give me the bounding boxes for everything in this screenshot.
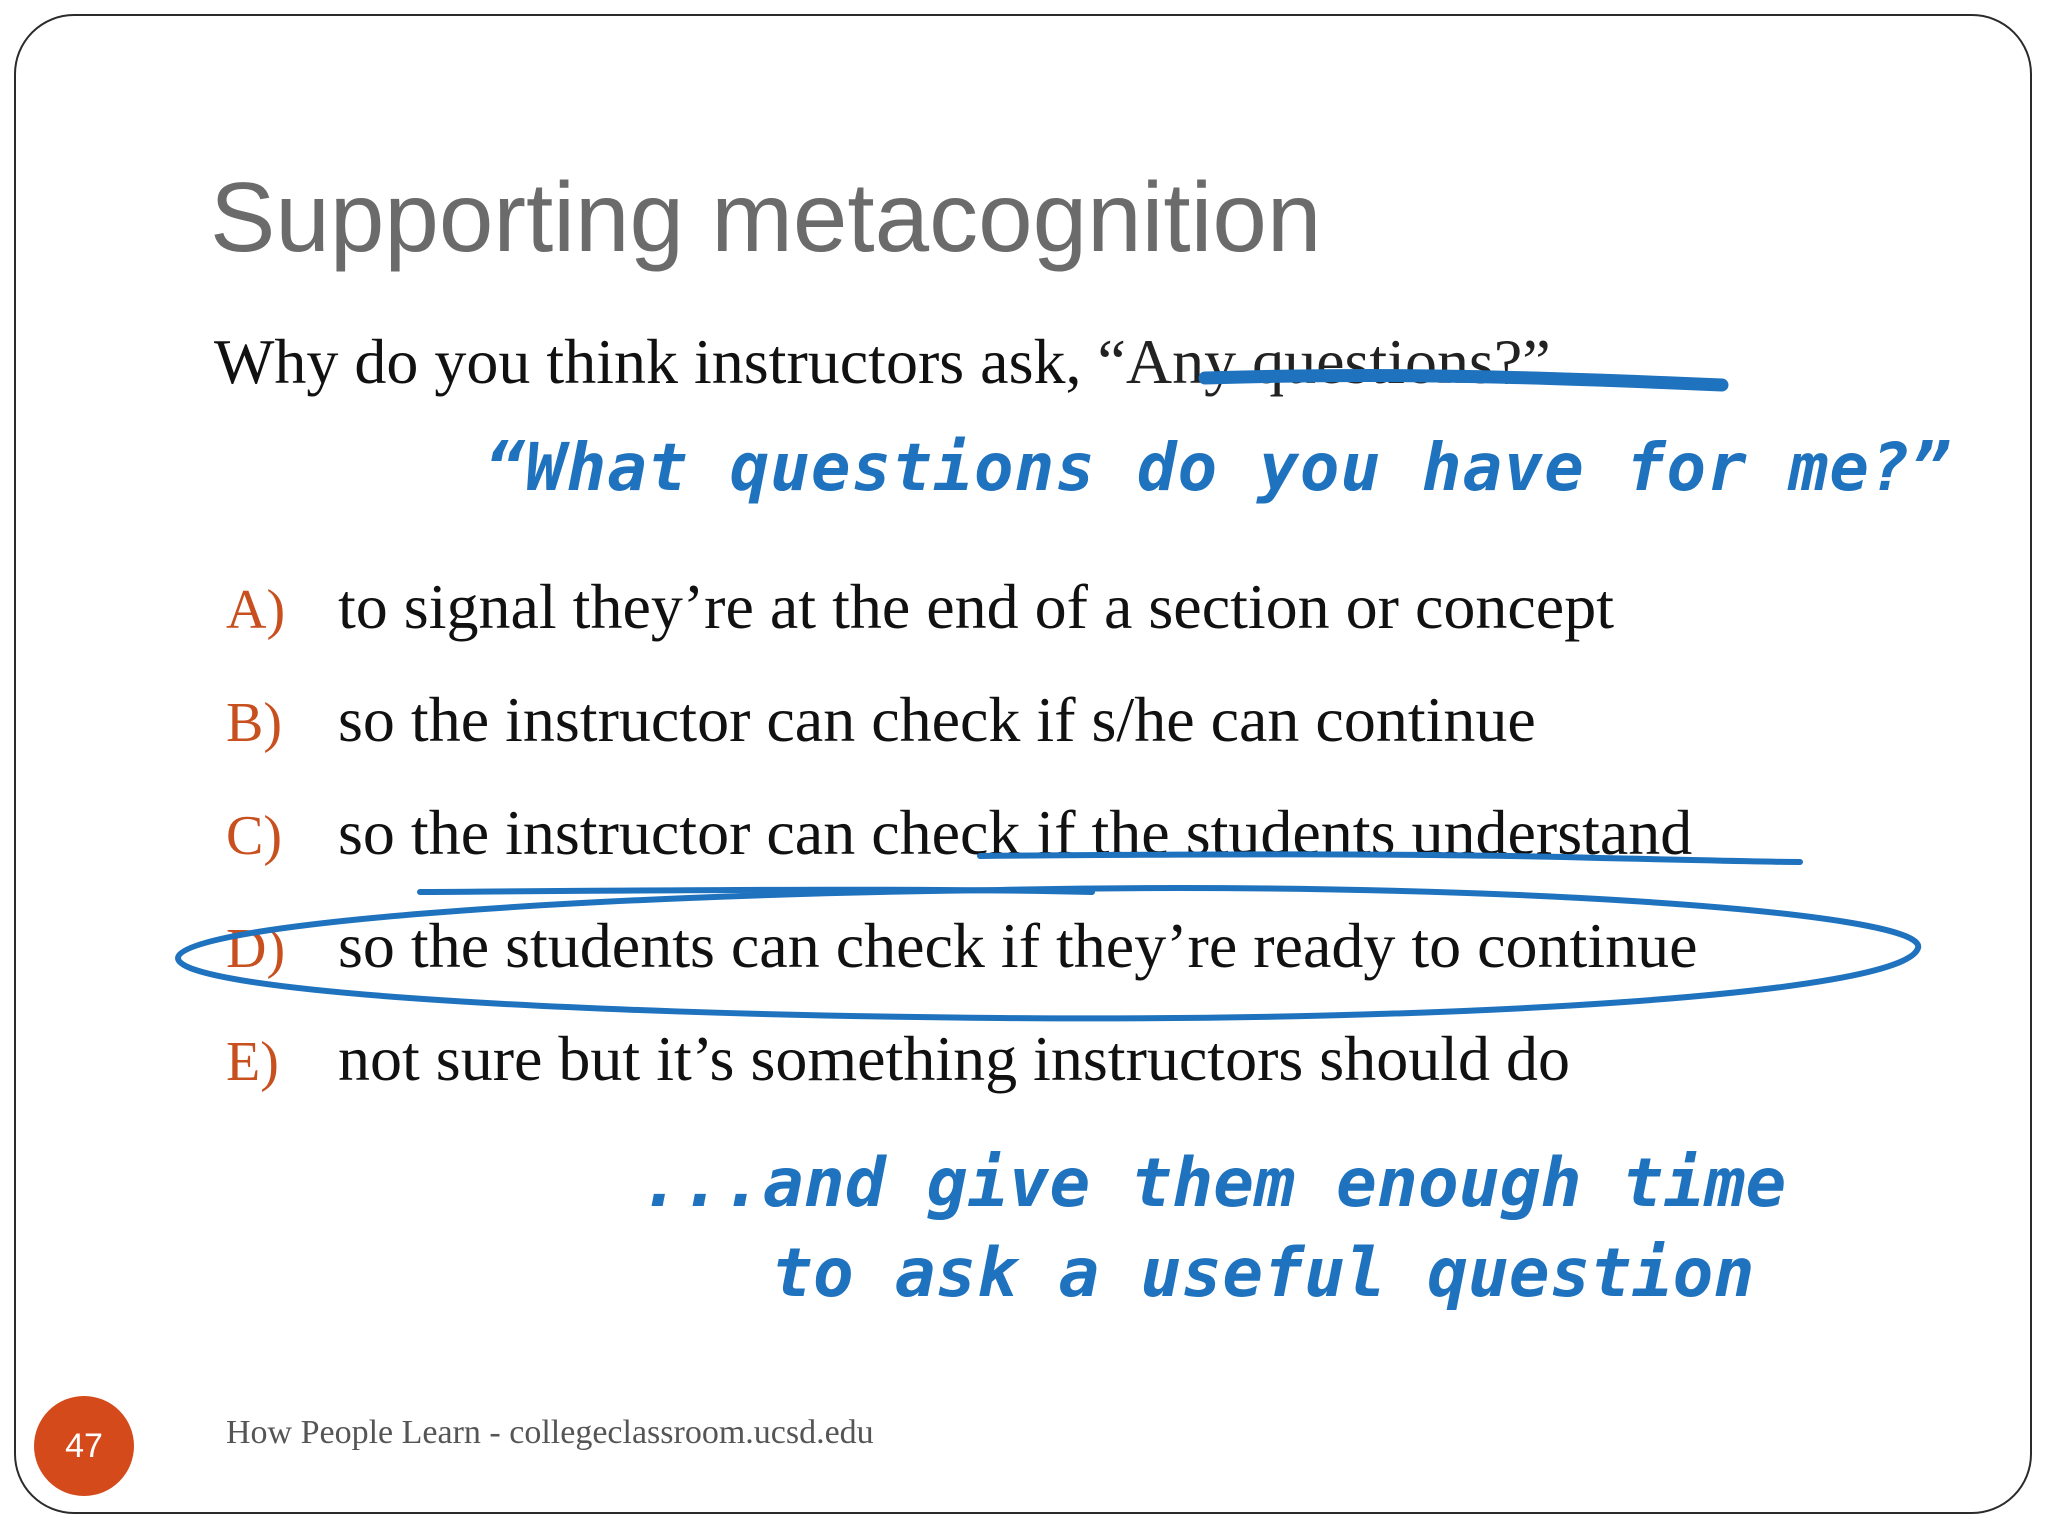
slide-title: Supporting metacognition — [210, 162, 1322, 272]
handwritten-footer-line-2: to ask a useful question — [771, 1234, 1755, 1313]
question-prefix: Why do you think instructors ask, — [214, 326, 1098, 397]
option-text: so the instructor can check if s/he can continue — [338, 684, 1536, 755]
handwritten-replacement-question: “What questions do you have for me?” — [485, 429, 1952, 506]
option-text: to signal they’re at the end of a section or concept — [338, 571, 1614, 642]
option-letter: E) — [226, 1031, 279, 1093]
question-text — [214, 326, 1551, 397]
handwritten-footer-line-1: ...and give them enough time — [640, 1144, 1787, 1223]
page-number-badge: 47 — [34, 1396, 134, 1496]
option-text: so the instructor can check if the students understand — [338, 797, 1693, 868]
option-letter: D) — [226, 918, 286, 980]
footer-source-text: How People Learn - collegeclassroom.ucsd.edu — [226, 1414, 874, 1451]
option-text: so the students can check if they’re ready to continue — [338, 910, 1698, 981]
question-quoted-phrase: “Any questions?” — [1097, 326, 1551, 397]
option-letter: B) — [226, 692, 282, 754]
option-letter: C) — [226, 805, 282, 867]
option-letter: A) — [226, 579, 286, 641]
handwritten-footer-note — [640, 1144, 1787, 1313]
option-text: not sure but it’s something instructors should do — [338, 1023, 1570, 1094]
